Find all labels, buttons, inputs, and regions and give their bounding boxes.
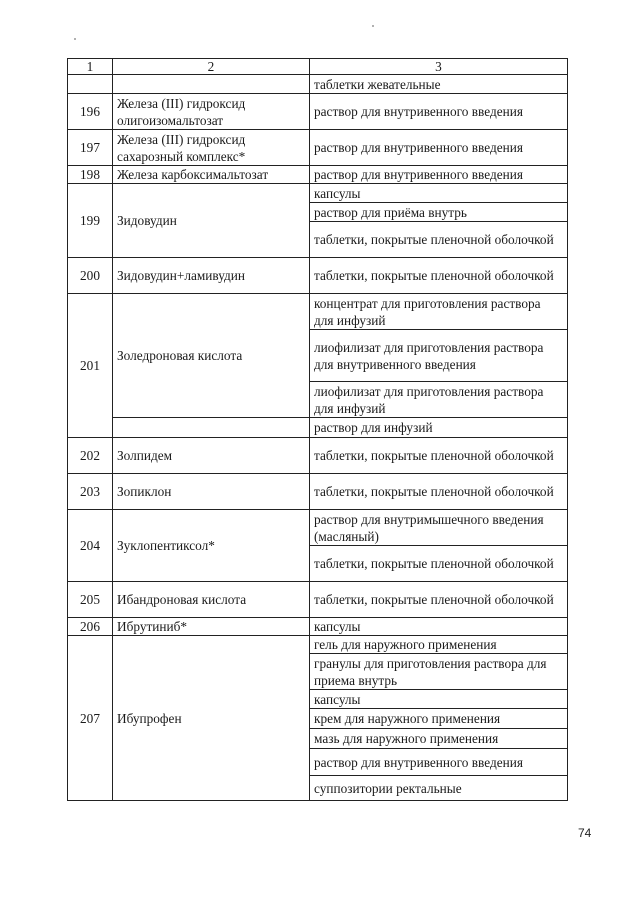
dosage-form: концентрат для приготовления раствора для инфузий: [310, 294, 568, 330]
table-row: [68, 94, 568, 130]
dosage-form: гель для наружного применения: [310, 636, 568, 654]
drug-name: Ибупрофен: [113, 636, 310, 801]
dosage-form: капсулы: [310, 618, 568, 636]
page-number: 74: [578, 826, 592, 840]
dosage-form: суппозитории ректальные: [310, 776, 568, 801]
table-row: [68, 582, 568, 618]
dosage-form: лиофилизат для приготовления раствора для инфузий: [310, 382, 568, 418]
drug-name: Зидовудин: [113, 184, 310, 258]
dosage-form: капсулы: [310, 690, 568, 709]
dosage-form: раствор для внутримышечного введения (масляный): [310, 510, 568, 546]
drug-name: Зуклопентиксол*: [113, 510, 310, 582]
drug-name: [113, 75, 310, 94]
dosage-form: раствор для внутривенного введения: [310, 749, 568, 776]
dosage-form: капсулы: [310, 184, 568, 203]
row-number: 204: [68, 510, 113, 582]
row-number: 206: [68, 618, 113, 636]
table-row: [68, 636, 568, 654]
row-number: 203: [68, 474, 113, 510]
row-number: 200: [68, 258, 113, 294]
drug-name: Зидовудин+ламивудин: [113, 258, 310, 294]
table-row: [68, 294, 568, 330]
table-row: [68, 418, 568, 438]
table-row: [68, 438, 568, 474]
dosage-form: таблетки, покрытые пленочной оболочкой: [310, 438, 568, 474]
table-row: [68, 474, 568, 510]
drug-name: Железа (III) гидроксид сахарозный комплекс*: [113, 130, 310, 166]
dosage-form: таблетки, покрытые пленочной оболочкой: [310, 474, 568, 510]
row-number: [68, 75, 113, 94]
dosage-form: таблетки, покрытые пленочной оболочкой: [310, 546, 568, 582]
drug-name-empty: [113, 418, 310, 438]
table-row: [68, 258, 568, 294]
table-row: [68, 166, 568, 184]
dosage-form: раствор для внутривенного введения: [310, 94, 568, 130]
dosage-form: таблетки жевательные: [310, 75, 568, 94]
row-number: 201: [68, 294, 113, 438]
drug-name: Железа (III) гидроксид олигоизомальтозат: [113, 94, 310, 130]
medication-table: [67, 58, 568, 801]
drug-name: Железа карбоксимальтозат: [113, 166, 310, 184]
dosage-form: раствор для приёма внутрь: [310, 203, 568, 222]
table-header-row: [68, 59, 568, 75]
dosage-form: таблетки, покрытые пленочной оболочкой: [310, 582, 568, 618]
row-number: 202: [68, 438, 113, 474]
scan-speck: [74, 38, 76, 40]
header-col-1: 1: [68, 59, 113, 75]
dosage-form: раствор для инфузий: [310, 418, 568, 438]
dosage-form: гранулы для приготовления раствора для приема внутрь: [310, 654, 568, 690]
header-col-3: 3: [310, 59, 568, 75]
dosage-form: крем для наружного применения: [310, 709, 568, 729]
drug-name: Зопиклон: [113, 474, 310, 510]
dosage-form: раствор для внутривенного введения: [310, 166, 568, 184]
row-number: 197: [68, 130, 113, 166]
table-row: [68, 510, 568, 546]
table-row: [68, 75, 568, 94]
row-number: 199: [68, 184, 113, 258]
table-row: [68, 618, 568, 636]
drug-name: Ибандроновая кислота: [113, 582, 310, 618]
row-number: 196: [68, 94, 113, 130]
table-row: [68, 184, 568, 203]
header-col-2: 2: [113, 59, 310, 75]
drug-name: Ибрутиниб*: [113, 618, 310, 636]
row-number: 205: [68, 582, 113, 618]
dosage-form: таблетки, покрытые пленочной оболочкой: [310, 222, 568, 258]
drug-name: Золпидем: [113, 438, 310, 474]
dosage-form: раствор для внутривенного введения: [310, 130, 568, 166]
row-number: 207: [68, 636, 113, 801]
dosage-form: таблетки, покрытые пленочной оболочкой: [310, 258, 568, 294]
table-row: [68, 130, 568, 166]
scan-speck: [372, 25, 374, 27]
dosage-form: мазь для наружного применения: [310, 729, 568, 749]
drug-name: Золедроновая кислота: [113, 294, 310, 418]
dosage-form: лиофилизат для приготовления раствора для внутривенного введения: [310, 330, 568, 382]
row-number: 198: [68, 166, 113, 184]
